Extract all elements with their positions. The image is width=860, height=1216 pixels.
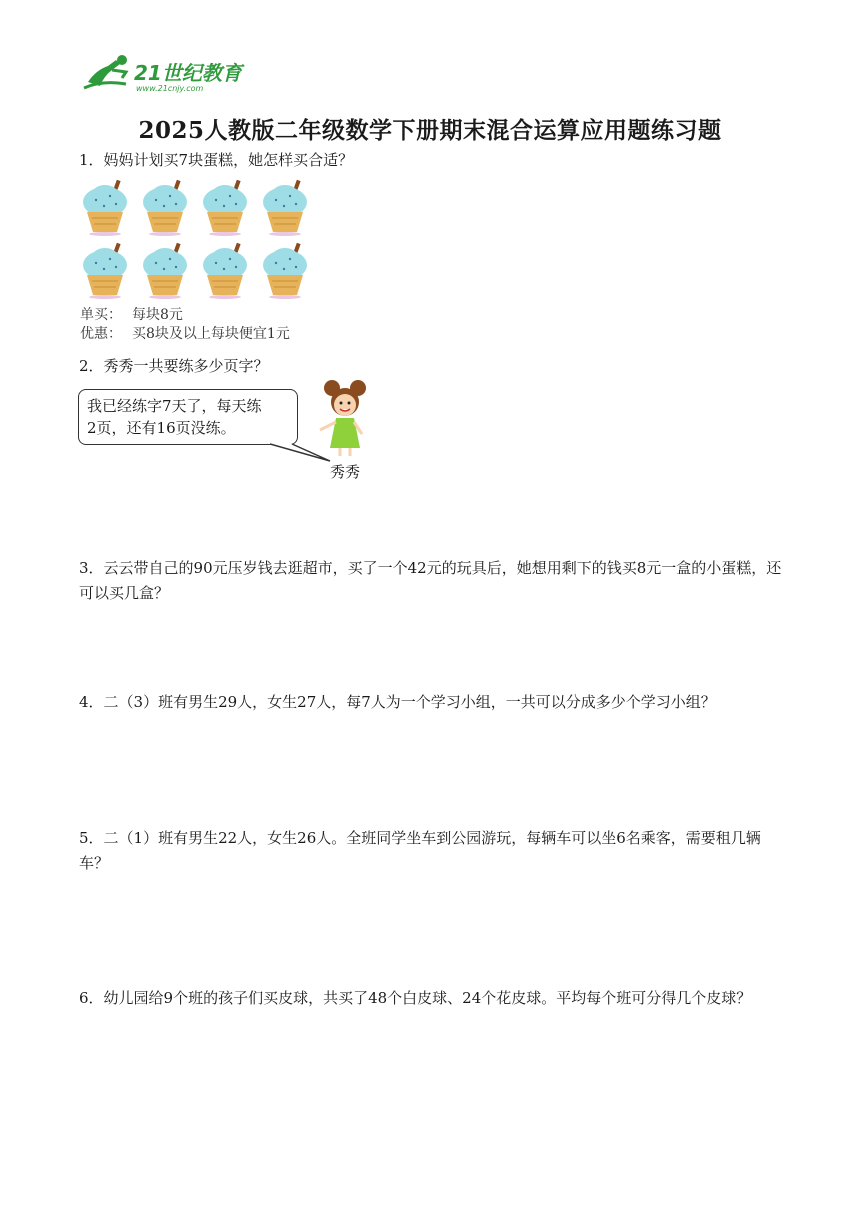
- question-2: 2．秀秀一共要练多少页字？: [79, 357, 269, 375]
- cupcake-icon: [260, 241, 310, 299]
- cupcake-icon: [200, 241, 250, 299]
- site-logo: [82, 52, 252, 94]
- discount-value: 买8块及以上每块便宜1元: [132, 326, 290, 342]
- girl-illustration: [312, 378, 378, 458]
- logo-text: 21世纪教育: [134, 61, 242, 85]
- runner-icon: [84, 55, 127, 88]
- question-1: 1．妈妈计划买7块蛋糕，她怎样买合适？: [79, 151, 354, 169]
- question-4: 4．二（3）班有男生29人，女生27人，每7人为一个学习小组，一共可以分成多少个学习小组？: [79, 693, 716, 711]
- single-price-value: 每块8元: [132, 307, 183, 323]
- question-3: 3．云云带自己的90元压岁钱去逛超市，买了一个42元的玩具后，她想用剩下的钱买8元一盒的小蛋糕，还可以买几盒？: [79, 559, 782, 602]
- logo-url: www.21cnjy.com: [136, 84, 204, 93]
- question-5: 5．二（1）班有男生22人，女生26人。全班同学坐车到公园游玩，每辆车可以坐6名乘客，需要租几辆车？: [79, 829, 761, 872]
- speech-line-1: 我已经练字7天了，每天练: [87, 397, 262, 415]
- cupcake-icon: [140, 178, 190, 236]
- speech-bubble: [78, 389, 298, 445]
- cupcake-icon: [80, 178, 130, 236]
- single-price-label: 单买：: [80, 307, 122, 323]
- cupcake-icon: [200, 178, 250, 236]
- cupcake-icon: [140, 241, 190, 299]
- page-title: 2025人教版二年级数学下册期末混合运算应用题练习题: [138, 117, 722, 144]
- cupcake-icon: [260, 178, 310, 236]
- cake-grid: [80, 178, 320, 303]
- question-6: 6．幼儿园给9个班的孩子们买皮球，共买了48个白皮球、24个花皮球。平均每个班可分得几个皮球？: [79, 989, 752, 1007]
- speech-line-2: 2页，还有16页没练。: [87, 419, 236, 437]
- cupcake-icon: [80, 241, 130, 299]
- discount-label: 优惠：: [80, 326, 122, 342]
- price-info: [80, 306, 290, 344]
- girl-name: 秀秀: [330, 463, 361, 481]
